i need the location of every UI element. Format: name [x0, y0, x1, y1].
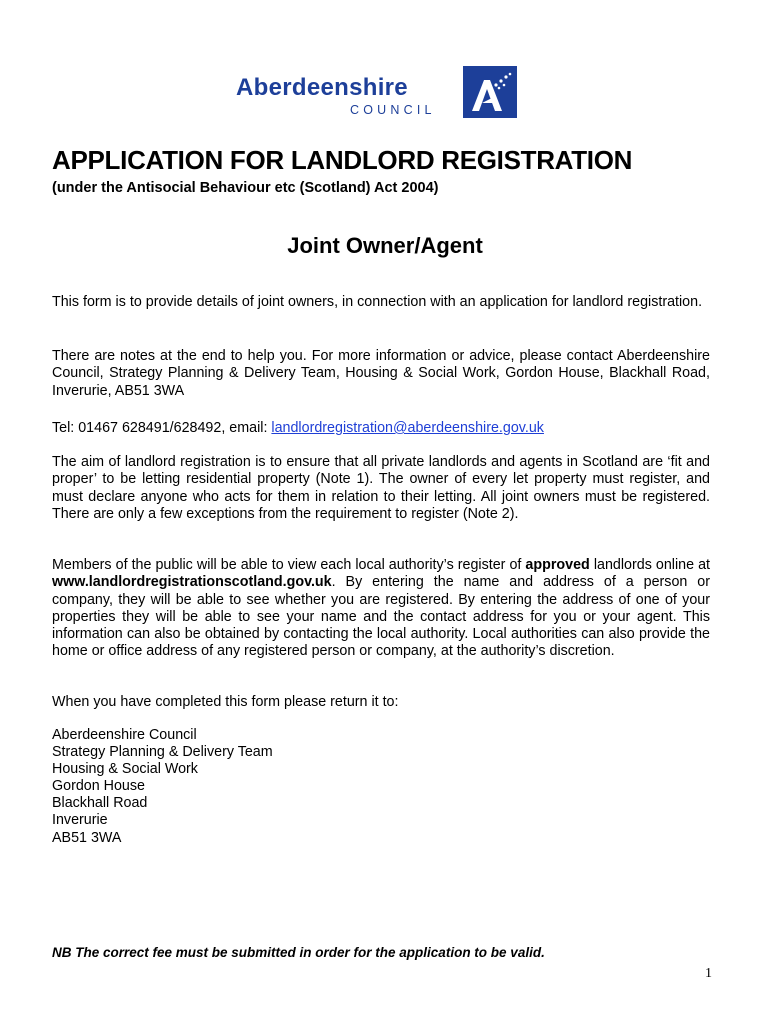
address-line: Gordon House	[52, 778, 145, 795]
notes-paragraph: There are notes at the end to help you. For more information or advice, please contact Aberdeenshire Council, Strategy Planning & Delivery Team, Housing & Social Work, Gordon House, Blackhall Road, Inverurie, AB51 3WA	[52, 348, 710, 399]
approved-bold: approved	[525, 557, 590, 573]
logo-wordmark: Aberdeenshire	[236, 74, 408, 101]
public-paragraph	[52, 557, 710, 661]
address-line: Aberdeenshire Council	[52, 727, 197, 743]
logo-subtitle: COUNCIL	[350, 103, 436, 117]
email-link[interactable]: landlordregistration@aberdeenshire.gov.uk	[271, 420, 544, 436]
address-line: Blackhall Road	[52, 795, 148, 812]
intro-paragraph: This form is to provide details of joint owners, in connection with an application for landlord registration.	[52, 294, 703, 310]
page-title: APPLICATION FOR LANDLORD REGISTRATION	[52, 145, 633, 175]
public-text-2: landlords online at	[593, 557, 710, 573]
address-line: Housing & Social Work	[52, 761, 198, 778]
public-text-3: . By entering the name and address of a person or company, they will be able to see whether you are registered. By entering the address of one of your properties they will be able to see your name and the contact address for you or your agent. This information can also be obtained by contacting the local authority. Local authorities can also provide the home or office address of any registered person or company, at the authority’s discretion.	[52, 574, 710, 660]
page-subtitle: (under the Antisocial Behaviour etc (Scotland) Act 2004)	[52, 180, 439, 196]
contact-tel: Tel: 01467 628491/628492, email:	[52, 420, 268, 436]
aim-paragraph: The aim of landlord registration is to ensure that all private landlords and agents in Scotland are ‘fit and proper’ to be letting residential property (Note 1). The owner of every let property must register, and must declare anyone who acts for them in relation to their letting. All joint owners must be registered. There are only a few exceptions from the requirement to register (Note 2).	[52, 454, 710, 522]
logo-a-icon	[463, 66, 517, 118]
address-line: Inverurie	[52, 812, 108, 829]
page-number: 1	[705, 966, 712, 981]
address-line: AB51 3WA	[52, 829, 122, 846]
contact-paragraph	[52, 420, 710, 437]
fee-note: NB The correct fee must be submitted in order for the application to be valid.	[52, 945, 545, 960]
council-logo	[236, 62, 526, 122]
address-line: Strategy Planning & Delivery Team	[52, 744, 273, 761]
website-bold: www.landlordregistrationscotland.gov.uk	[52, 574, 332, 591]
public-text-1: Members of the public will be able to view each local authority’s register of	[52, 557, 522, 573]
return-address	[52, 727, 273, 847]
return-intro: When you have completed this form please return it to:	[52, 694, 399, 710]
section-heading: Joint Owner/Agent	[287, 233, 483, 258]
